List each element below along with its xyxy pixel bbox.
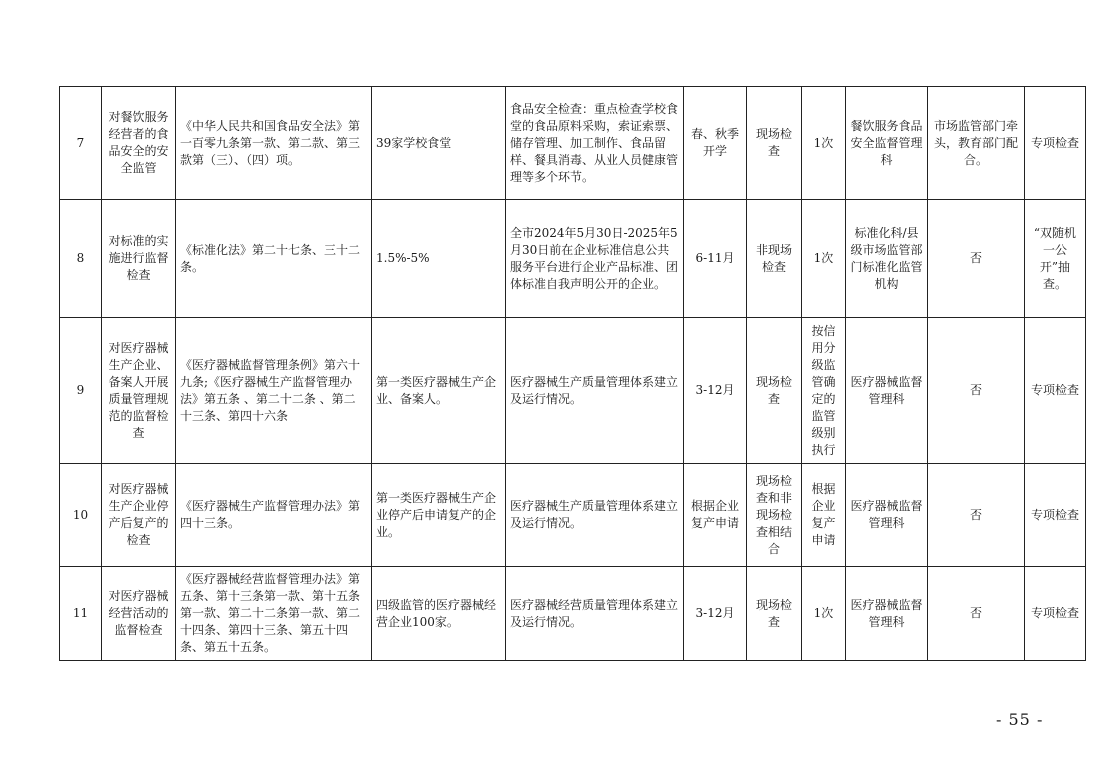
cell-department: 医疗器械监督管理科 <box>846 567 928 661</box>
table-row <box>60 464 1086 567</box>
cell-method: 非现场检查 <box>747 200 802 318</box>
cell-frequency: 1次 <box>802 567 846 661</box>
cell-note: 专项检查 <box>1025 567 1086 661</box>
cell-number: 7 <box>60 87 102 200</box>
cell-number: 10 <box>60 464 102 567</box>
table-row <box>60 87 1086 200</box>
cell-note: 专项检查 <box>1025 318 1086 464</box>
table-row <box>60 567 1086 661</box>
cell-item: 对医疗器械经营活动的监督检查 <box>102 567 176 661</box>
cell-note: 专项检查 <box>1025 464 1086 567</box>
cell-frequency: 1次 <box>802 87 846 200</box>
cell-joint: 市场监管部门牵头，教育部门配合。 <box>928 87 1025 200</box>
cell-frequency: 根据企业复产申请 <box>802 464 846 567</box>
inspection-plan-table <box>59 86 1086 661</box>
cell-time: 3-12月 <box>684 318 747 464</box>
cell-department: 医疗器械监督管理科 <box>846 318 928 464</box>
cell-content: 医疗器械经营质量管理体系建立及运行情况。 <box>506 567 684 661</box>
cell-frequency: 1次 <box>802 200 846 318</box>
cell-content: 食品安全检查：重点检查学校食堂的食品原料采购，索证索票、储存管理、加工制作、食品留样、餐具消毒、从业人员健康管理等多个环节。 <box>506 87 684 200</box>
cell-basis: 《中华人民共和国食品安全法》第一百零九条第一款、第二款、第三款第（三）、（四）项。 <box>176 87 372 200</box>
cell-note: “双随机一公开”抽查。 <box>1025 200 1086 318</box>
cell-time: 6-11月 <box>684 200 747 318</box>
cell-department: 标准化科/县级市场监管部门标准化监管机构 <box>846 200 928 318</box>
cell-basis: 《医疗器械生产监督管理办法》第四十三条。 <box>176 464 372 567</box>
cell-item: 对医疗器械生产企业、备案人开展质量管理规范的监督检查 <box>102 318 176 464</box>
cell-item: 对医疗器械生产企业停产后复产的检查 <box>102 464 176 567</box>
page-number: - 55 - <box>996 710 1044 729</box>
cell-target: 第一类医疗器械生产企业、备案人。 <box>372 318 506 464</box>
cell-number: 8 <box>60 200 102 318</box>
cell-basis: 《标准化法》第二十七条、三十二条。 <box>176 200 372 318</box>
cell-basis: 《医疗器械监督管理条例》第六十九条;《医疗器械生产监督管理办法》第五条 、第二十二条 、第二十三条、第四十六条 <box>176 318 372 464</box>
cell-content: 医疗器械生产质量管理体系建立及运行情况。 <box>506 464 684 567</box>
cell-time: 3-12月 <box>684 567 747 661</box>
table-row <box>60 318 1086 464</box>
cell-method: 现场检查 <box>747 567 802 661</box>
cell-item: 对餐饮服务经营者的食品安全的安全监管 <box>102 87 176 200</box>
cell-item: 对标准的实施进行监督检查 <box>102 200 176 318</box>
cell-target: 39家学校食堂 <box>372 87 506 200</box>
cell-joint: 否 <box>928 567 1025 661</box>
cell-joint: 否 <box>928 318 1025 464</box>
cell-method: 现场检查 <box>747 318 802 464</box>
cell-target: 第一类医疗器械生产企业停产后申请复产的企业。 <box>372 464 506 567</box>
cell-content: 全市2024年5月30日-2025年5月30日前在企业标准信息公共服务平台进行企业产品标准、团体标准自我声明公开的企业。 <box>506 200 684 318</box>
cell-target: 四级监管的医疗器械经营企业100家。 <box>372 567 506 661</box>
cell-target: 1.5%-5% <box>372 200 506 318</box>
table-row <box>60 200 1086 318</box>
cell-basis: 《医疗器械经营监督管理办法》第五条、第十三条第一款、第十五条第一款、第二十二条第一款、第二十四条、第四十三条、第五十四条、第五十五条。 <box>176 567 372 661</box>
cell-time: 根据企业复产申请 <box>684 464 747 567</box>
cell-content: 医疗器械生产质量管理体系建立及运行情况。 <box>506 318 684 464</box>
cell-note: 专项检查 <box>1025 87 1086 200</box>
cell-number: 11 <box>60 567 102 661</box>
cell-frequency: 按信用分级监管确定的监管级别执行 <box>802 318 846 464</box>
cell-department: 医疗器械监督管理科 <box>846 464 928 567</box>
cell-method: 现场检查和非现场检查相结合 <box>747 464 802 567</box>
cell-method: 现场检查 <box>747 87 802 200</box>
cell-joint: 否 <box>928 200 1025 318</box>
cell-number: 9 <box>60 318 102 464</box>
cell-department: 餐饮服务食品安全监督管理科 <box>846 87 928 200</box>
cell-joint: 否 <box>928 464 1025 567</box>
cell-time: 春、秋季开学 <box>684 87 747 200</box>
